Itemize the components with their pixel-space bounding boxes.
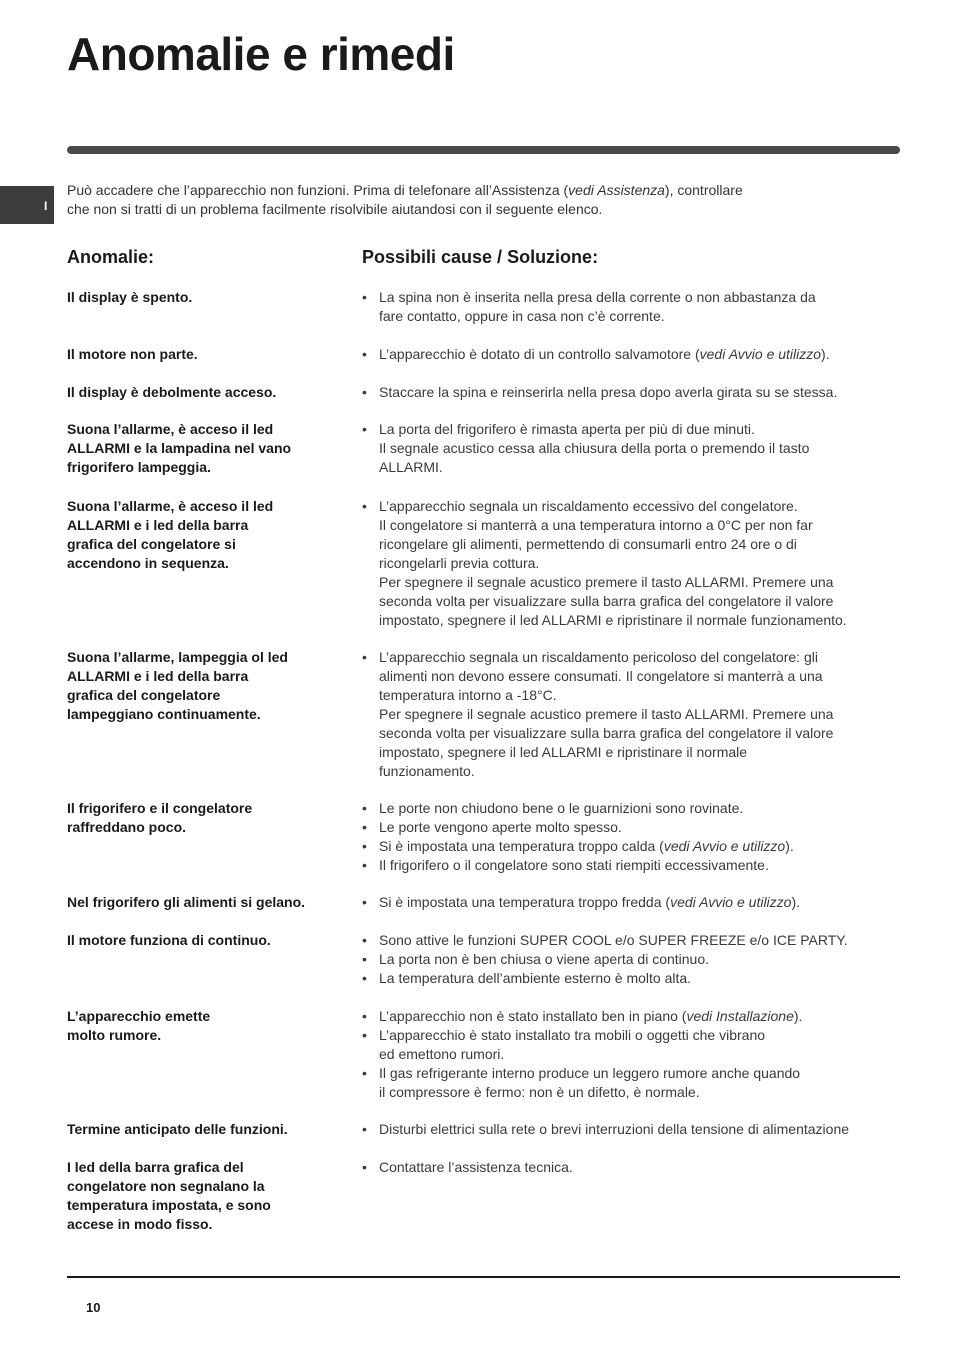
solution-line: La spina non è inserita nella presa della corrente o non abbastanza da (379, 289, 816, 305)
problem-line: Suona l’allarme, è acceso il led (67, 498, 274, 514)
solution-line: ). (793, 1008, 803, 1024)
solution-item (362, 497, 882, 630)
problem-text (67, 345, 337, 364)
solution-line: alimenti non devono essere consumati. Il congelatore si manterrà a una (379, 668, 823, 684)
solution-reference: vedi Avvio e utilizzo (670, 894, 792, 910)
problem-text (67, 1007, 337, 1045)
problem-text (67, 383, 337, 402)
problem-line: Il display è debolmente acceso. (67, 384, 277, 400)
problem-line: ALLARMI e i led della barra (67, 668, 249, 684)
solution-list (362, 799, 882, 875)
solution-line: L’apparecchio segnala un riscaldamento pericoloso del congelatore: gli (379, 649, 818, 665)
solution-line: Sono attive le funzioni SUPER COOL e/o SUPER FREEZE e/o ICE PARTY. (379, 932, 848, 948)
solution-list (362, 1158, 882, 1177)
solution-line: La temperatura dell’ambiente esterno è molto alta. (379, 970, 692, 986)
solution-line: La porta del frigorifero è rimasta aperta per più di due minuti. (379, 421, 755, 437)
problem-line: L’apparecchio emette (67, 1008, 211, 1024)
solution-list (362, 893, 882, 912)
problem-text (67, 648, 337, 724)
problem-line: Il frigorifero e il congelatore (67, 800, 253, 816)
problem-line: Nel frigorifero gli alimenti si gelano. (67, 894, 306, 910)
problem-text (67, 1120, 337, 1139)
solution-list (362, 648, 882, 781)
solution-item (362, 420, 882, 477)
solution-line: impostato, spegnere il led ALLARMI e ripristinare il normale (379, 744, 748, 760)
problem-text (67, 799, 337, 837)
solution-list (362, 345, 882, 364)
solution-line: ricongelare gli alimenti, permettendo di consumarli entro 24 ore o di (379, 536, 797, 552)
problem-line: raffreddano poco. (67, 819, 187, 835)
solution-item (362, 799, 882, 818)
problem-line: molto rumore. (67, 1027, 162, 1043)
problem-line: lampeggiano continuamente. (67, 706, 261, 722)
solution-line: Si è impostata una temperatura troppo calda ( (379, 838, 664, 854)
problem-text (67, 497, 337, 573)
solution-line: L’apparecchio non è stato installato ben in piano ( (379, 1008, 687, 1024)
problem-line: congelatore non segnalano la (67, 1178, 265, 1194)
solution-line: ). (821, 346, 830, 362)
problem-line: grafica del congelatore si (67, 536, 236, 552)
solution-item (362, 893, 882, 912)
header-rule (67, 146, 900, 154)
solution-line: impostato, spegnere il led ALLARMI e ripristinare il normale funzionamento. (379, 612, 847, 628)
solution-line: fare contatto, oppure in casa non c’è corrente. (379, 308, 665, 324)
problem-text (67, 931, 337, 950)
intro-text-2: ), controllare (664, 182, 743, 198)
solutions-heading: Possibili cause / Soluzione: (362, 247, 599, 267)
problem-line: frigorifero lampeggia. (67, 459, 211, 475)
problem-line: accendono in sequenza. (67, 555, 229, 571)
solution-line: Il gas refrigerante interno produce un leggero rumore anche quando (379, 1065, 801, 1081)
problem-text (67, 288, 337, 307)
solution-reference: vedi Avvio e utilizzo (663, 838, 786, 854)
solution-line: L’apparecchio è stato installato tra mobili o oggetti che vibrano (379, 1027, 766, 1043)
problem-line: grafica del congelatore (67, 687, 221, 703)
problem-line: temperatura impostata, e sono (67, 1197, 271, 1213)
solution-item (362, 1064, 882, 1102)
solution-line: Il segnale acustico cessa alla chiusura della porta o premendo il tasto (379, 440, 810, 456)
language-tab (0, 186, 54, 224)
solution-item (362, 950, 882, 969)
solution-list (362, 497, 882, 630)
solution-line: Staccare la spina e reinserirla nella presa dopo averla girata su se stessa. (379, 384, 838, 400)
intro-reference: vedi Assistenza (568, 182, 665, 198)
problems-heading: Anomalie: (67, 247, 155, 267)
problem-line: accese in modo fisso. (67, 1216, 213, 1232)
problem-line: Termine anticipato delle funzioni. (67, 1121, 288, 1137)
footer-rule (67, 1276, 900, 1278)
solution-reference: vedi Installazione (686, 1008, 794, 1024)
solution-line: Le porte vengono aperte molto spesso. (379, 819, 622, 835)
solution-line: La porta non è ben chiusa o viene aperta di continuo. (379, 951, 710, 967)
problem-text (67, 420, 337, 477)
solution-line: Contattare l’assistenza tecnica. (379, 1159, 573, 1175)
solution-line: temperatura intorno a -18°C. (379, 687, 557, 703)
solution-line: ricongelarli previa cottura. (379, 555, 540, 571)
solution-line: Disturbi elettrici sulla rete o brevi interruzioni della tensione di alimentazione (379, 1121, 850, 1137)
solution-list (362, 288, 882, 326)
solution-item (362, 969, 882, 988)
solution-list (362, 420, 882, 477)
solution-list (362, 383, 882, 402)
solution-line: il compressore è fermo: non è un difetto, è normale. (379, 1084, 700, 1100)
solution-line: Il frigorifero o il congelatore sono stati riempiti eccessivamente. (379, 857, 769, 873)
solution-line: ed emettono rumori. (379, 1046, 505, 1062)
solution-line: Il congelatore si manterrà a una temperatura intorno a 0°C per non far (379, 517, 813, 533)
intro-text-3: che non si tratti di un problema facilmente risolvibile aiutandosi con il seguente elenco. (67, 201, 603, 217)
intro-paragraph (67, 181, 827, 219)
problem-line: ALLARMI e i led della barra (67, 517, 249, 533)
solution-reference: vedi Avvio e utilizzo (699, 346, 822, 362)
problem-line: Il motore non parte. (67, 346, 198, 362)
problem-line: Suona l’allarme, è acceso il led (67, 421, 274, 437)
solution-line: L’apparecchio segnala un riscaldamento eccessivo del congelatore. (379, 498, 798, 514)
problem-line: Suona l’allarme, lampeggia ol led (67, 649, 288, 665)
solution-item (362, 648, 882, 781)
page-number: 10 (86, 1300, 101, 1315)
problem-line: Il motore funziona di continuo. (67, 932, 271, 948)
solution-line: L’apparecchio è dotato di un controllo salvamotore ( (379, 346, 700, 362)
solution-item (362, 345, 882, 364)
problem-line: Il display è spento. (67, 289, 193, 305)
solution-item (362, 1158, 882, 1177)
solution-line: ). (785, 838, 794, 854)
solution-line: ALLARMI. (379, 459, 443, 475)
problem-text (67, 1158, 337, 1234)
language-tab-label: I (44, 199, 48, 213)
problem-line: I led della barra grafica del (67, 1159, 244, 1175)
solution-list (362, 931, 882, 988)
solution-list (362, 1120, 882, 1139)
solution-item (362, 1007, 882, 1026)
solution-line: Si è impostata una temperatura troppo fredda ( (379, 894, 671, 910)
solution-list (362, 1007, 882, 1102)
solution-line: funzionamento. (379, 763, 475, 779)
solution-item (362, 856, 882, 875)
solution-item (362, 931, 882, 950)
solution-line: ). (791, 894, 801, 910)
solution-line: Per spegnere il segnale acustico premere il tasto ALLARMI. Premere una (379, 574, 834, 590)
solution-line: seconda volta per visualizzare sulla barra grafica del congelatore il valore (379, 593, 834, 609)
solution-item (362, 837, 882, 856)
solution-item (362, 288, 882, 326)
solution-line: seconda volta per visualizzare sulla barra grafica del congelatore il valore (379, 725, 834, 741)
solution-item (362, 1026, 882, 1064)
solution-line: Le porte non chiudono bene o le guarnizioni sono rovinate. (379, 800, 744, 816)
solution-line: Per spegnere il segnale acustico premere il tasto ALLARMI. Premere una (379, 706, 834, 722)
page-title: Anomalie e rimedi (67, 28, 455, 80)
problem-text (67, 893, 337, 912)
solution-item (362, 1120, 882, 1139)
intro-text-1: Può accadere che l’apparecchio non funzioni. Prima di telefonare all’Assistenza ( (67, 182, 569, 198)
solution-item (362, 818, 882, 837)
solution-item (362, 383, 882, 402)
problem-line: ALLARMI e la lampadina nel vano (67, 440, 292, 456)
